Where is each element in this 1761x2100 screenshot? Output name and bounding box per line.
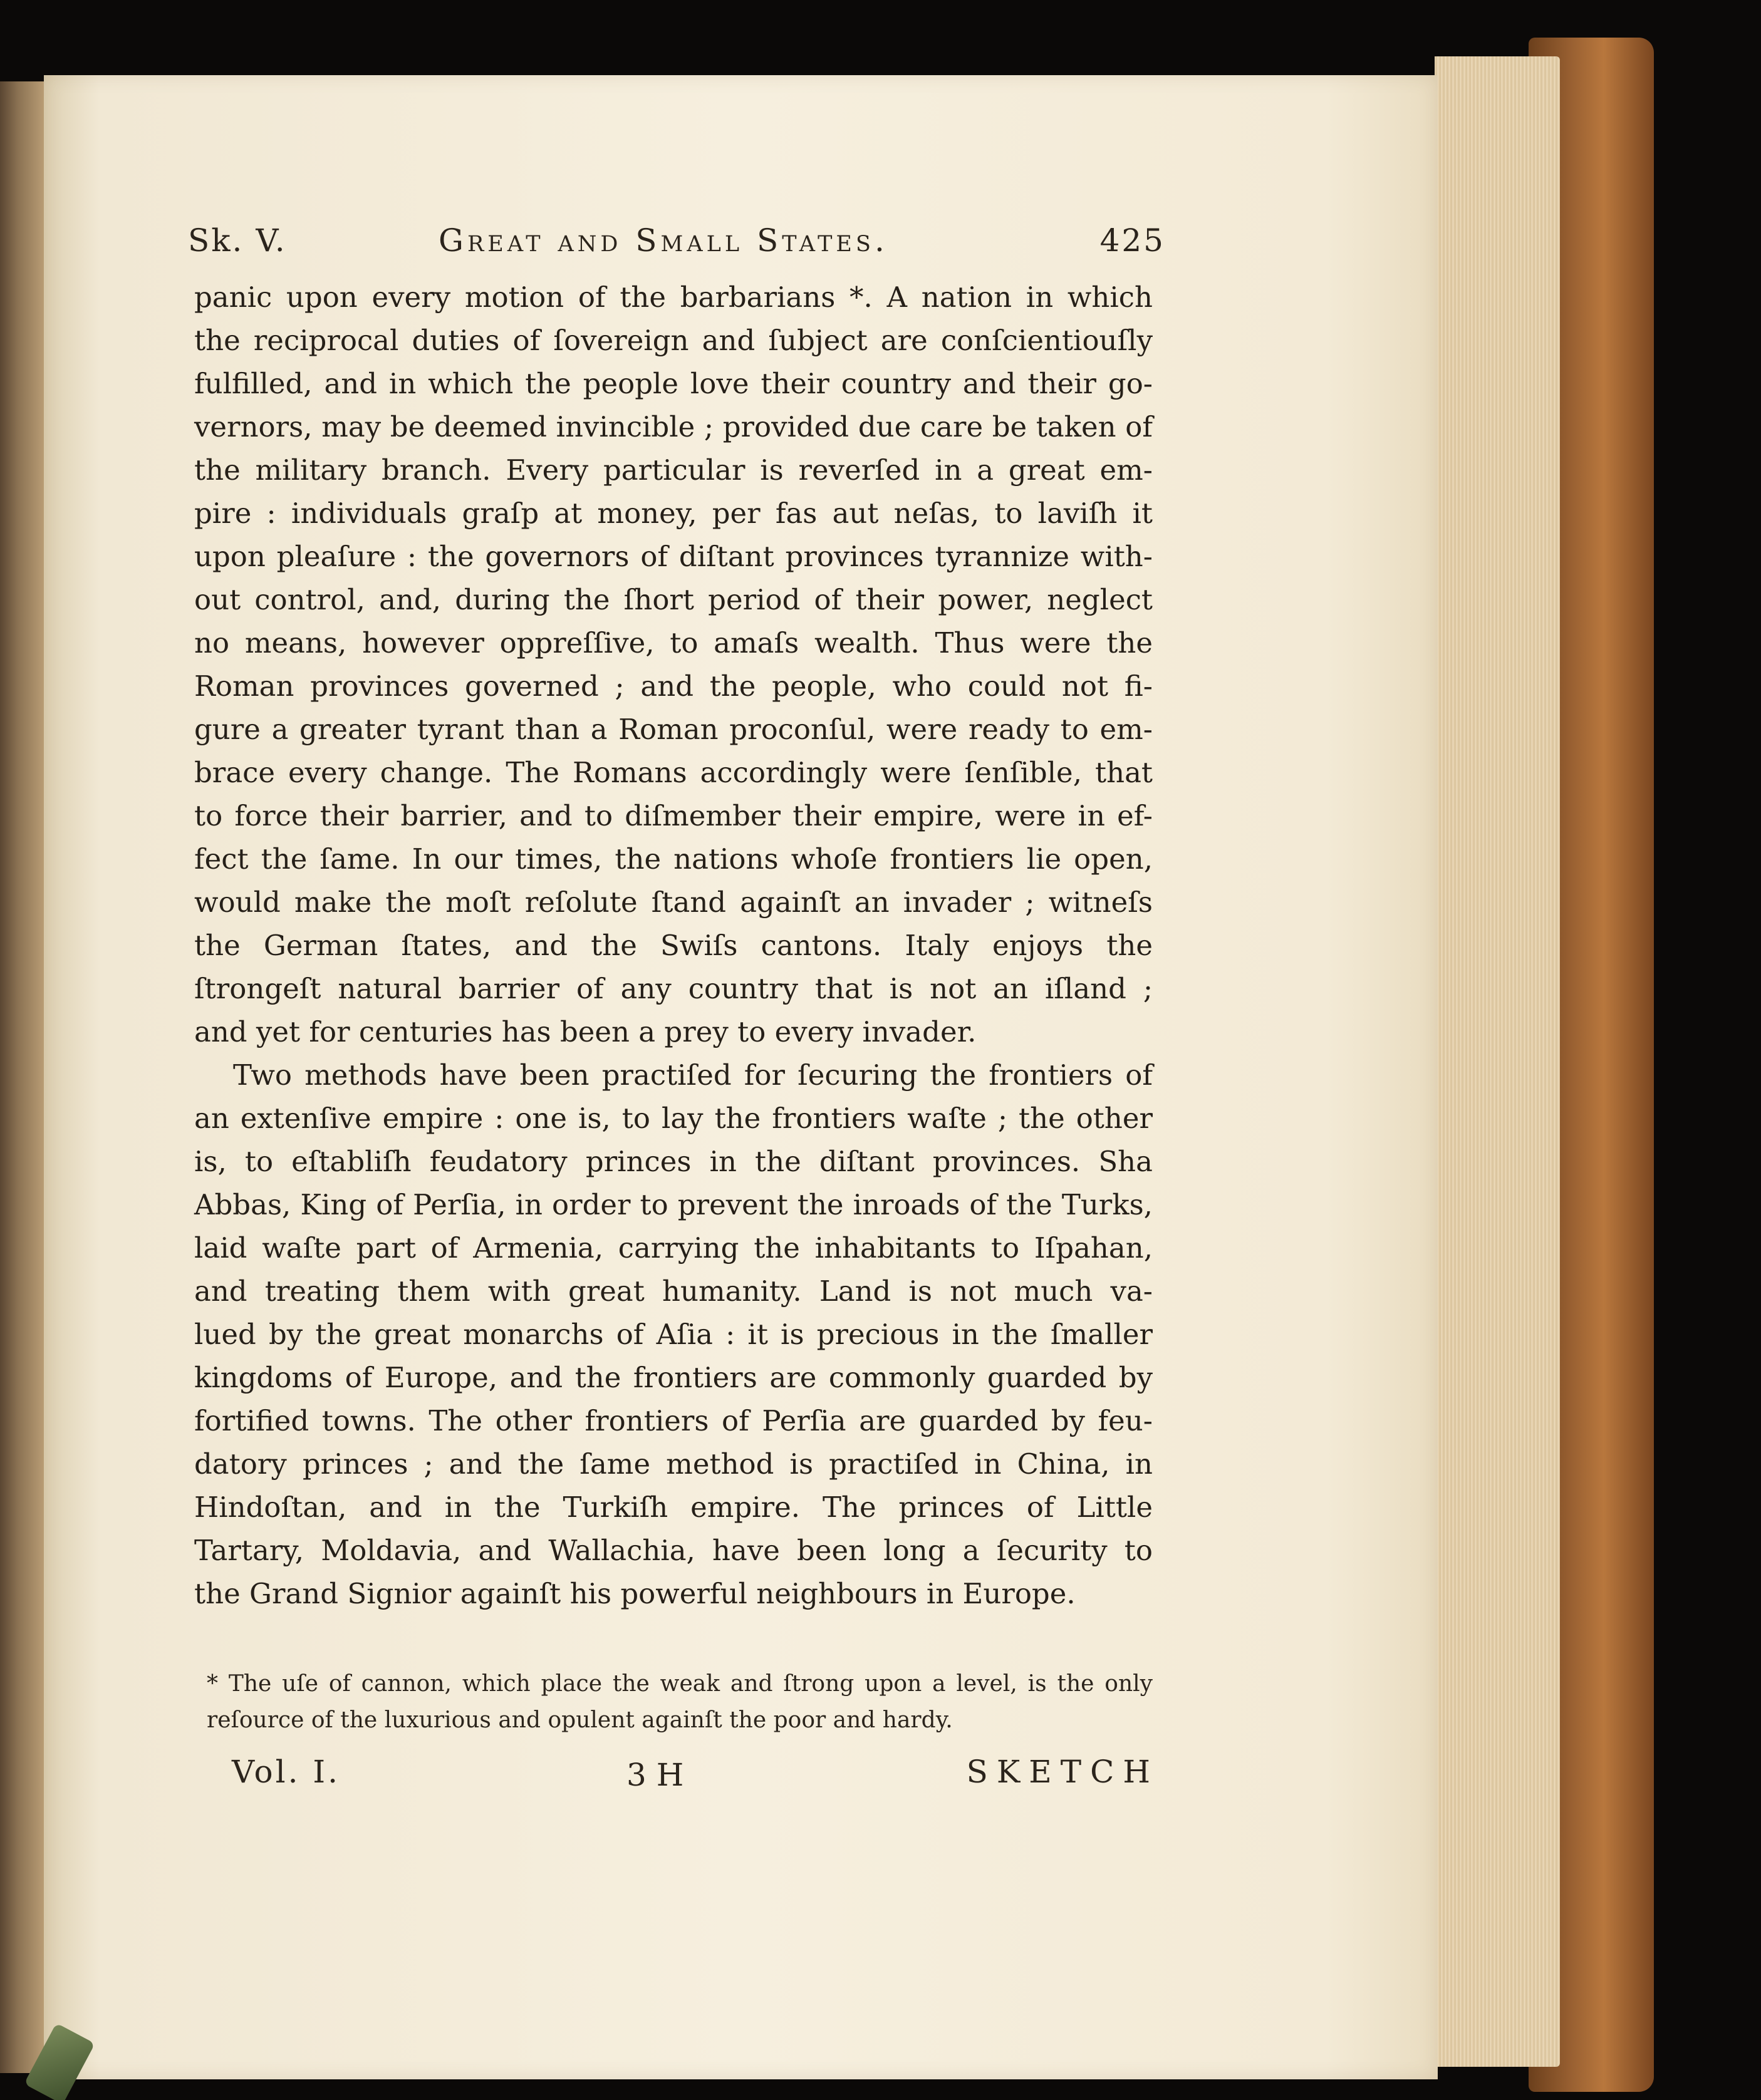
page-footer xyxy=(232,1754,1159,1804)
text-line: datory princes ; and the ſame method is practiſed in China, in xyxy=(194,1447,1153,1481)
catchword: SKETCH xyxy=(966,1754,1159,1790)
text-line: the Grand Signior againſt his powerful neighbours in Europe. xyxy=(194,1577,1076,1610)
volume-label: Vol. I. xyxy=(232,1754,341,1790)
previous-page-edge xyxy=(0,81,44,2073)
text-line: and yet for centuries has been a prey to every invader. xyxy=(194,1015,977,1048)
text-line: kingdoms of Europe, and the frontiers are commonly guarded by xyxy=(194,1361,1153,1394)
footnote xyxy=(207,1666,1153,1739)
page-number: 425 xyxy=(1099,222,1165,259)
text-line: upon pleaſure : the governors of diſtant provinces tyrannize with- xyxy=(194,540,1153,573)
text-line: Roman provinces governed ; and the people, who could not fi- xyxy=(194,670,1153,703)
text-line: Two methods have been practiſed for ſecuring the frontiers of xyxy=(233,1058,1153,1092)
page-block-edge xyxy=(1435,56,1560,2067)
section-label: Sk. V. xyxy=(188,222,287,259)
text-line: no means, however oppreſſive, to amaſs wealth. Thus were the xyxy=(194,626,1153,659)
text-line: pire : individuals graſp at money, per fas aut neſas, to laviſh it xyxy=(194,497,1153,530)
text-line: out control, and, during the ſhort period of their power, neglect xyxy=(194,583,1153,616)
text-line: lued by the great monarchs of Aſia : it is precious in the ſmaller xyxy=(194,1318,1153,1351)
footnote-line: * The uſe of cannon, which place the weak and ſtrong upon a level, is the only xyxy=(207,1671,1153,1697)
body-text xyxy=(194,276,1153,1615)
text-line: an extenſive empire : one is, to lay the frontiers waſte ; the other xyxy=(194,1102,1153,1135)
text-line: panic upon every motion of the barbarians *. A nation in which xyxy=(194,281,1153,314)
text-line: laid waſte part of Armenia, carrying the inhabitants to Iſpahan, xyxy=(194,1231,1153,1265)
signature-mark: 3 H xyxy=(626,1757,684,1793)
text-line: Tartary, Moldavia, and Wallachia, have been long a ſecurity to xyxy=(194,1534,1153,1567)
text-line: fulfilled, and in which the people love their country and their go- xyxy=(194,367,1153,400)
text-line: gure a greater tyrant than a Roman proconſul, were ready to em- xyxy=(194,713,1153,746)
text-line: Abbas, King of Perſia, in order to prevent the inroads of the Turks, xyxy=(194,1188,1153,1221)
text-line: the German ſtates, and the Swiſs cantons. Italy enjoys the xyxy=(194,929,1153,962)
paragraph xyxy=(194,1053,1153,1615)
running-head xyxy=(188,222,1165,266)
text-line: the military branch. Every particular is reverſed in a great em- xyxy=(194,453,1153,487)
text-line: would make the moſt reſolute ſtand againſt an invader ; witneſs xyxy=(194,886,1153,919)
text-line: and treating them with great humanity. Land is not much va- xyxy=(194,1275,1153,1308)
text-line: fortified towns. The other frontiers of Perſia are guarded by feu- xyxy=(194,1404,1153,1437)
text-line: brace every change. The Romans accordingly were ſenſible, that xyxy=(194,756,1153,789)
footnote-line: reſource of the luxurious and opulent againſt the poor and hardy. xyxy=(207,1707,953,1733)
text-line: is, to eſtabliſh feudatory princes in the diſtant provinces. Sha xyxy=(194,1145,1153,1178)
text-line: fect the ſame. In our times, the nations whoſe frontiers lie open, xyxy=(194,842,1153,876)
text-line: vernors, may be deemed invincible ; provided due care be taken of xyxy=(194,410,1153,443)
text-line: to force their barrier, and to diſmember their empire, were in ef- xyxy=(194,799,1153,832)
text-line: Hindoſtan, and in the Turkiſh empire. The princes of Little xyxy=(194,1491,1153,1524)
text-line: ſtrongeſt natural barrier of any country that is not an iſland ; xyxy=(194,972,1153,1005)
running-title: Great and Small States. xyxy=(439,222,888,259)
paragraph xyxy=(194,276,1153,1053)
text-line: the reciprocal duties of ſovereign and ſubject are conſcientiouſly xyxy=(194,324,1153,357)
